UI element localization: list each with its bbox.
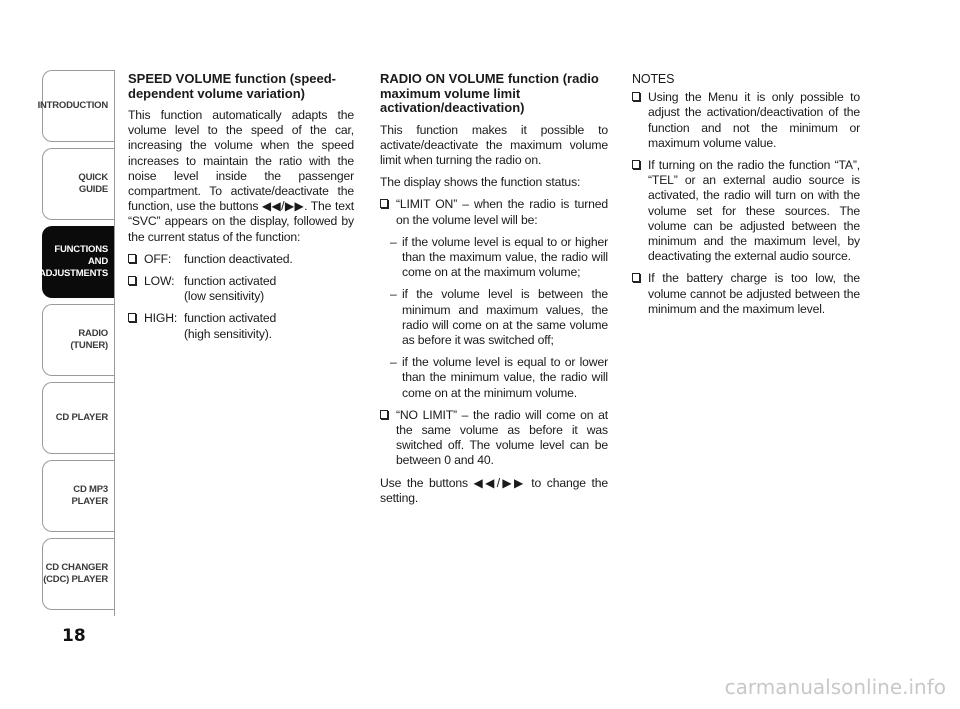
tab-functions-and-adjustments[interactable] xyxy=(38,226,114,298)
tab-label: INTRODUCTION xyxy=(37,100,108,111)
checkbox-bullet-icon xyxy=(380,410,388,419)
dash-mark: – xyxy=(390,234,397,249)
dash-text: if the volume level is equal to or higher than the maximum value, the radio will come on at the maximum volume; xyxy=(402,234,608,280)
body-paragraph: The display shows the function status: xyxy=(380,175,581,190)
body-paragraph: This function makes it possible to activate/deactivate the maximum volume limit when turning the radio on. xyxy=(380,122,608,167)
note-item xyxy=(632,90,860,151)
tab-quick-guide[interactable] xyxy=(42,148,114,220)
tab-divider xyxy=(114,70,115,616)
bullet-text: “NO LIMIT” – the radio will come on at the same volume as before it was switched off. The volume level can be between 0 and 40. xyxy=(396,407,608,468)
dash-item xyxy=(380,355,608,401)
tab-cd-mp3-player[interactable] xyxy=(42,460,114,532)
option-text: function activated xyxy=(184,311,277,326)
body-paragraph: Use the buttons ◀◀/▶▶ to change the setting. xyxy=(380,475,608,505)
dash-text: if the volume level is between the minimum and maximum values, the radio will come on at the same volume as before it was switched off; xyxy=(402,287,608,347)
tab-label: CD PLAYER xyxy=(55,412,108,423)
notes-section xyxy=(632,72,860,324)
heading-bold: RADIO ON VOLUME xyxy=(380,71,505,86)
no-limit-bullet xyxy=(380,408,608,469)
tab-label: CD MP3 PLAYER xyxy=(71,484,108,507)
note-text: If turning on the radio the function “TA”, “TEL” or an external audio source is activated, the radio will turn on with the volume set for these sources. The volume can be adjusted between the minimum and the maximum level, by deactivating the external audio source. xyxy=(648,158,860,264)
option-text: function deactivated. xyxy=(184,251,293,266)
option-off xyxy=(128,252,354,267)
section-heading xyxy=(128,72,354,101)
checkbox-bullet-icon xyxy=(632,160,640,169)
checkbox-bullet-icon xyxy=(128,254,136,263)
tab-label: FUNCTIONS AND ADJUSTMENTS xyxy=(38,244,108,279)
dash-item xyxy=(380,287,608,348)
tab-cd-player[interactable] xyxy=(42,382,114,454)
dash-text: if the volume level is equal to or lower than the minimum value, the radio will come on at the minimum volume. xyxy=(402,355,608,400)
option-sub: (low sensitivity) xyxy=(184,289,265,304)
option-key: LOW: xyxy=(144,274,175,289)
tab-label: CD CHANGER (CDC) PLAYER xyxy=(43,562,108,585)
tab-cd-changer-player[interactable] xyxy=(42,538,114,610)
checkbox-bullet-icon xyxy=(128,313,136,322)
tab-label: QUICK GUIDE xyxy=(78,172,108,195)
option-key: HIGH: xyxy=(144,311,178,326)
page-number: 18 xyxy=(62,626,86,646)
dash-mark: – xyxy=(390,355,397,370)
heading-rest: function (radio maximum volume limit activation/deactivation) xyxy=(380,71,599,115)
option-text: function activated xyxy=(184,274,277,289)
tab-introduction[interactable] xyxy=(37,70,114,142)
note-item xyxy=(632,271,860,317)
option-key: OFF: xyxy=(144,251,172,266)
heading-rest: function (speed-dependent volume variation) xyxy=(128,71,337,101)
watermark: carmanualsonline.info xyxy=(724,675,946,699)
option-sub: (high sensitivity). xyxy=(184,326,272,341)
heading-bold: SPEED VOLUME xyxy=(128,71,232,86)
dash-mark: – xyxy=(390,287,397,302)
checkbox-bullet-icon xyxy=(632,92,640,101)
checkbox-bullet-icon xyxy=(632,273,640,282)
dash-item xyxy=(380,235,608,281)
speed-volume-section xyxy=(128,72,354,349)
checkbox-bullet-icon xyxy=(380,199,388,208)
radio-on-volume-section xyxy=(380,72,608,513)
tab-label: RADIO (TUNER) xyxy=(70,328,108,351)
body-paragraph: This function automatically adapts the volume level to the speed of the car, increasing the volume when the speed increases to maintain the ratio with the noise level inside the passenger compartment. To activate/deactivate the function, use the buttons ◀◀/▶▶. The text “SVC” appears on the display, followed by the current status of the function: xyxy=(128,108,354,244)
section-heading xyxy=(380,72,608,116)
note-item xyxy=(632,158,860,264)
tab-radio-tuner[interactable] xyxy=(42,304,114,376)
limit-on-bullet xyxy=(380,197,608,227)
option-high xyxy=(128,311,354,341)
note-text: If the battery charge is too low, the volume cannot be adjusted between the minimum and the maximum level. xyxy=(648,271,860,316)
checkbox-bullet-icon xyxy=(128,276,136,285)
option-low xyxy=(128,274,354,304)
notes-title: NOTES xyxy=(632,72,675,86)
note-text: Using the Menu it is only possible to adjust the activation/deactivation of the function and not the minimum or maximum volume value. xyxy=(648,90,860,150)
bullet-text: “LIMIT ON” – when the radio is turned on the volume level will be: xyxy=(396,197,608,227)
